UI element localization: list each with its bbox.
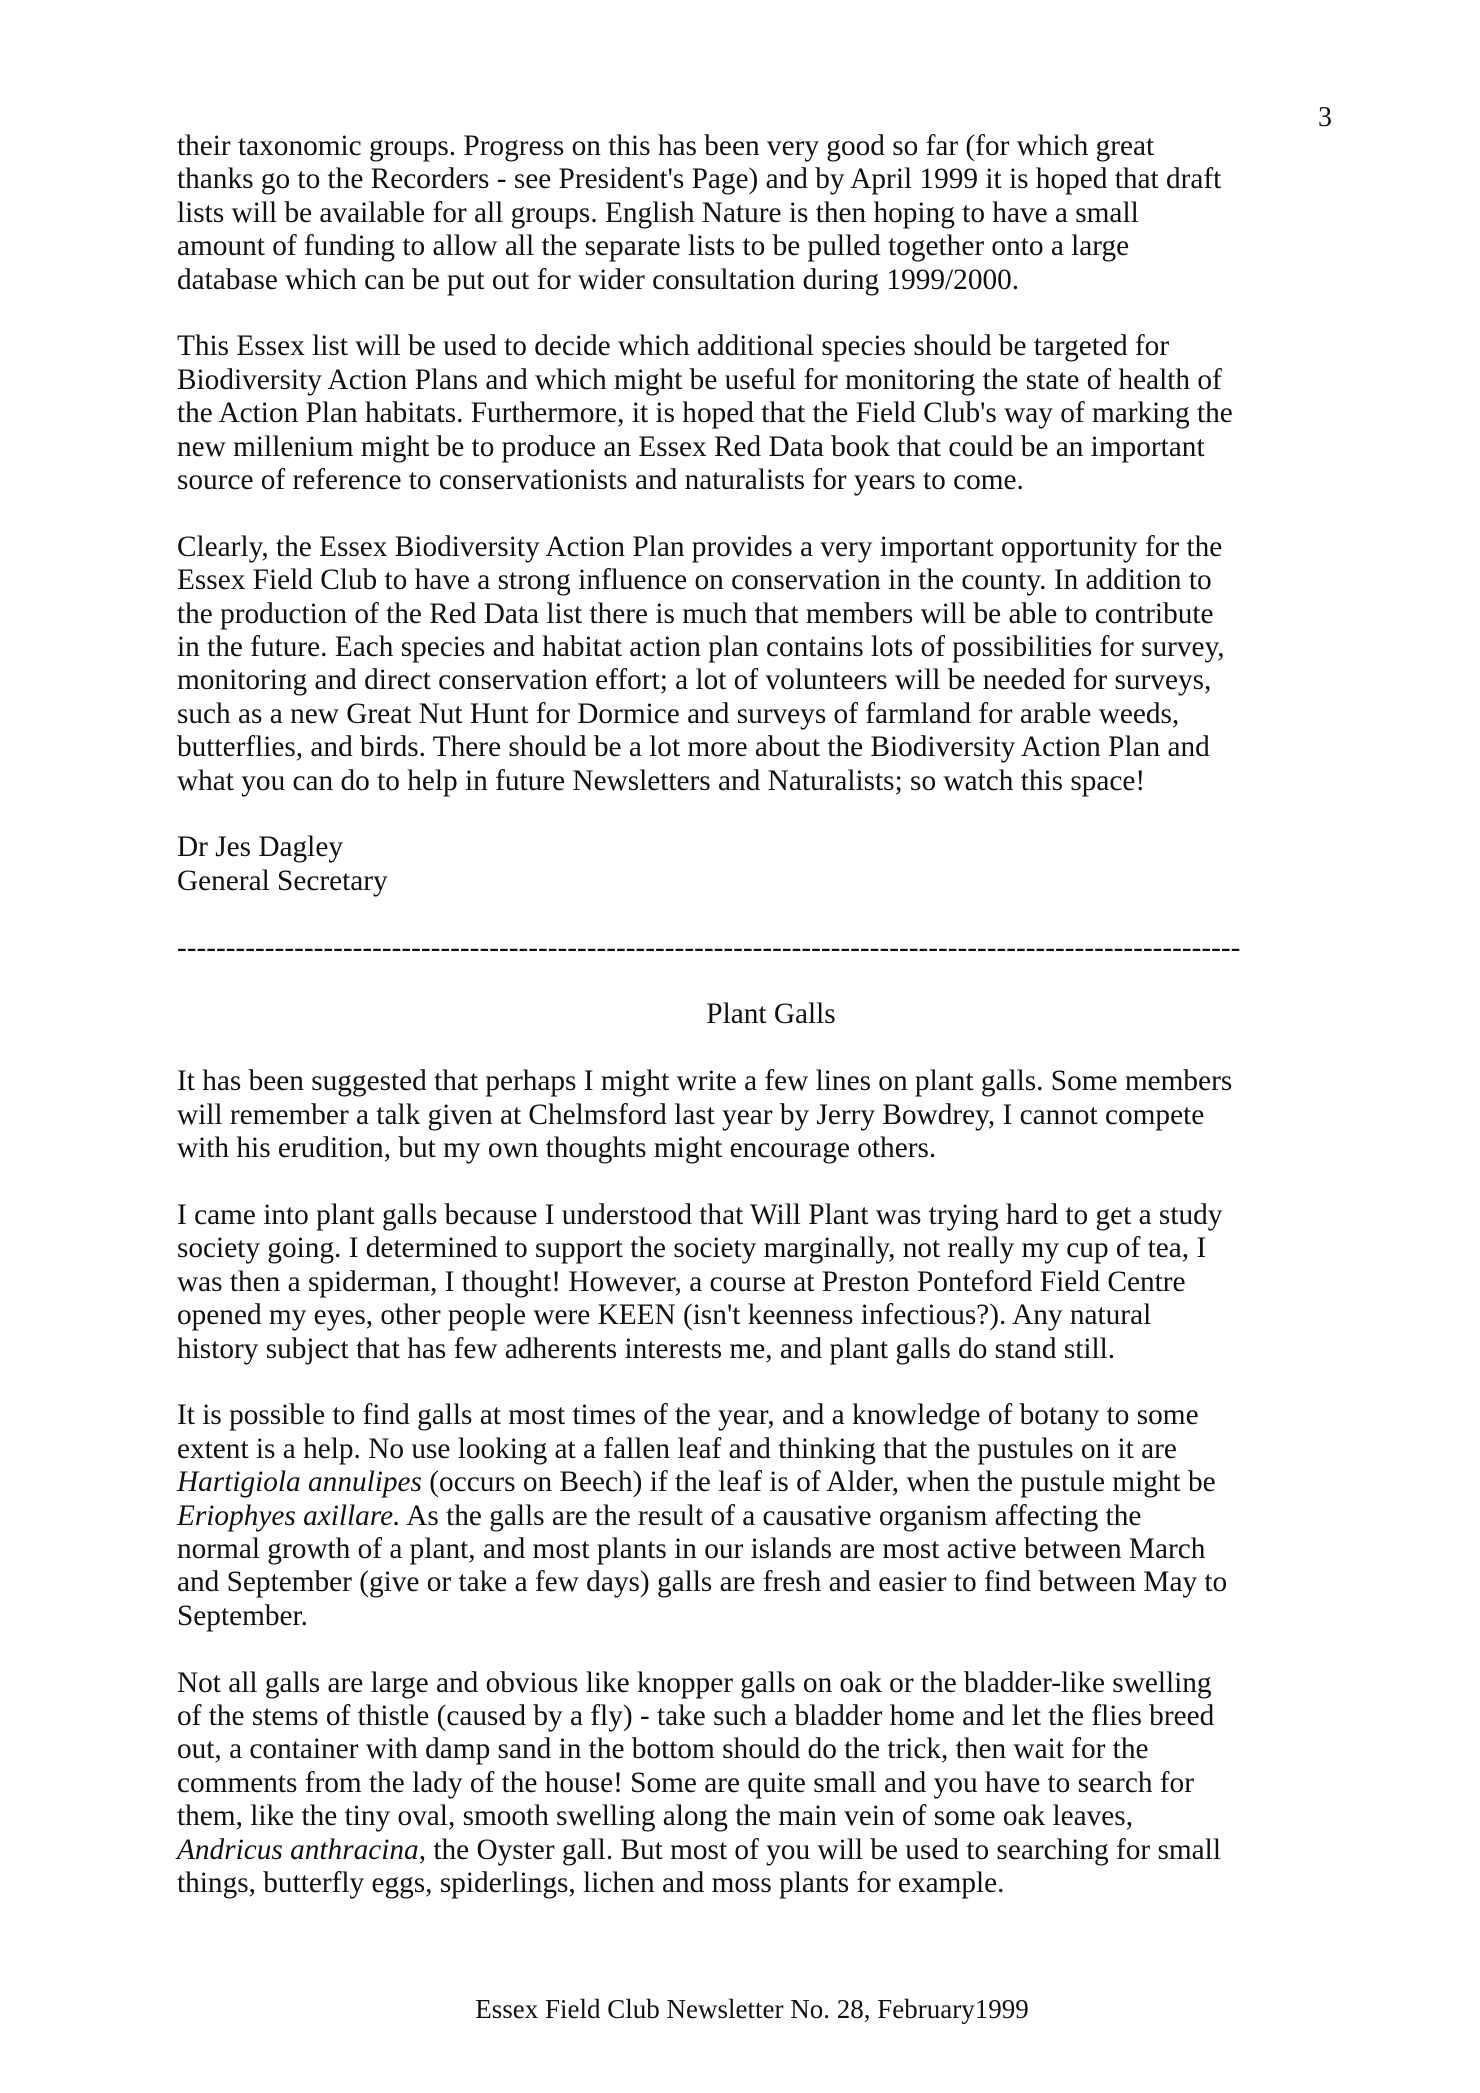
species-name: Andricus anthracina <box>177 1833 419 1866</box>
signoff-name: Dr Jes Dagley <box>177 831 343 864</box>
page-footer: Essex Field Club Newsletter No. 28, February1999 <box>475 1994 1029 2024</box>
body-paragraph: Clearly, the Essex Biodiversity Action Plan provides a very important opportunity for the Essex Field Club to have a strong influence on conservation in the county. In addition to the production of the Red Data list there is much that members will be able to contribute in the future. Each species and habitat action plan contains lots of possibilities for survey, monitoring and direct conservation effort; a lot of volunteers will be needed for surveys, such as a new Great Nut Hunt for Dormice and surveys of farmland for arable weeds, butterflies, and birds. There should be a lot more about the Biodiversity Action Plan and what you can do to help in future Newsletters and Naturalists; so watch this space! <box>177 530 1225 797</box>
section-divider: ------------------------------------------------------------------------------------------------------------- <box>177 931 1241 964</box>
signoff-role: General Secretary <box>177 864 388 897</box>
body-paragraph: It has been suggested that perhaps I might write a few lines on plant galls. Some members will remember a talk given at Chelmsford last year by Jerry Bowdrey, I cannot compete with his erudition, but my own thoughts might encourage others. <box>177 1065 1233 1165</box>
signoff <box>177 831 1347 898</box>
body-paragraph <box>177 1667 1347 1901</box>
section-title: Plant Galls <box>706 998 836 1031</box>
text-run: It is possible to find galls at most times of the year, and a knowledge of botany to some extent is a help. No use looking at a fallen leaf and thinking that the pustules on it are <box>177 1399 1199 1465</box>
species-name: Hartigiola annulipes <box>177 1466 422 1499</box>
body-paragraph <box>177 1399 1347 1633</box>
body-paragraph: their taxonomic groups. Progress on this has been very good so far (for which great thanks go to the Recorders - see President's Page) and by April 1999 it is hoped that draft lists will be available for all groups. English Nature is then hoping to have a small amount of funding to allow all the separate lists to be pulled together onto a large database which can be put out for wider consultation during 1999/2000. <box>177 130 1222 296</box>
text-run: (occurs on Beech) if the leaf is of Alder, when the pustule might be <box>429 1466 1216 1499</box>
text-run: Not all galls are large and obvious like knopper galls on oak or the bladder-like swelling of the stems of thistle (caused by a fly) - take such a bladder home and let the flies breed out, a container with damp sand in the bottom should do the trick, then wait for the comments from the lady of the house! Some are quite small and you have to search for them, like the tiny oval, smooth swelling along the main vein of some oak leaves, <box>177 1666 1215 1833</box>
page-content <box>177 130 1347 1934</box>
body-paragraph: This Essex list will be used to decide which additional species should be targeted for Biodiversity Action Plans and which might be useful for monitoring the state of health of the Action Plan habitats. Furthermore, it is hoped that the Field Club's way of marking the new millenium might be to produce an Essex Red Data book that could be an important source of reference to conservationists and naturalists for years to come. <box>177 330 1233 497</box>
text-run: , the Oyster gall. But most of you will be used to searching for small things, butterfly eggs, spiderlings, lichen and moss plants for example. <box>177 1833 1221 1899</box>
text-run: As the galls are the result of a causative organism affecting the normal growth of a plant, and most plants in our islands are most active between March and September (give or take a few days) galls are fresh and easier to find between May to September. <box>177 1499 1228 1632</box>
body-paragraph: I came into plant galls because I understood that Will Plant was trying hard to get a study society going. I determined to support the society marginally, not really my cup of tea, I was then a spiderman, I thought! However, a course at Preston Ponteford Field Centre opened my eyes, other people were KEEN (isn't keenness infectious?). Any natural history subject that has few adherents interests me, and plant galls do stand still. <box>177 1198 1223 1365</box>
species-name: Eriophyes axillare. <box>177 1499 401 1532</box>
page-number: 3 <box>1318 102 1332 133</box>
